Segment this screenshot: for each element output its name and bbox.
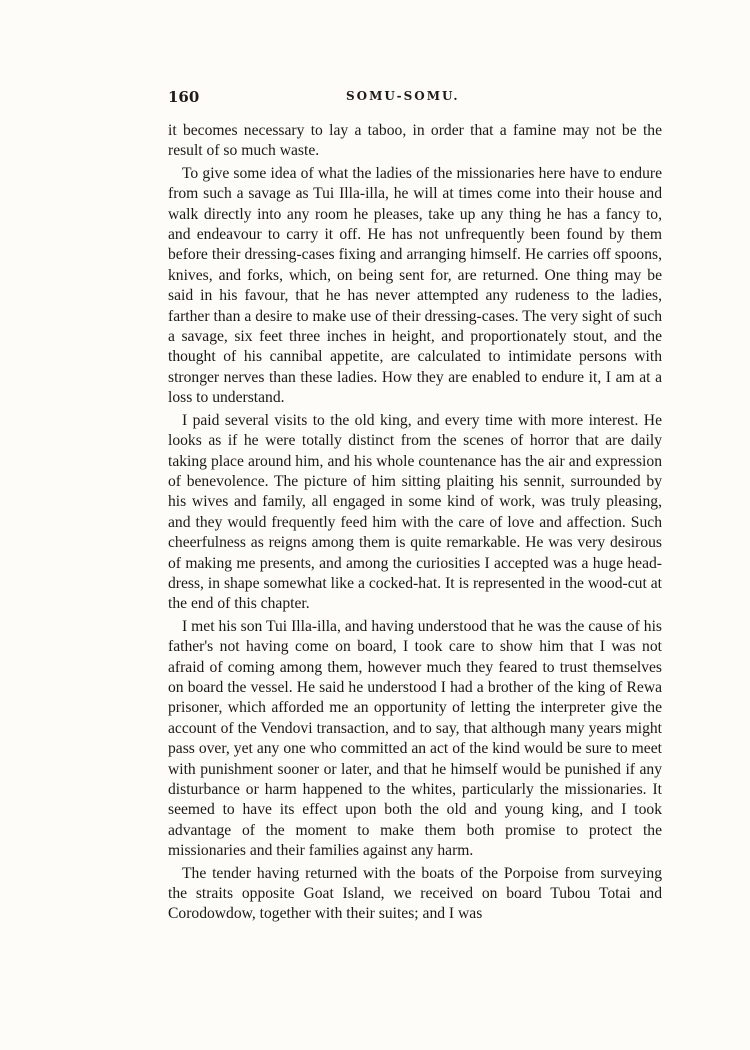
paragraph-son-tui-illa-illa: I met his son Tui Illa-illa, and having understood that he was the cause of his father's not having come on board, I took care to show him that I was not afraid of coming among them, however much they feared to trust themselves on board the vessel. He said he understood I had a brother of the king of Rewa prisoner, which afforded me an opportunity of letting the interpreter give the account of the Vendovi transaction, and to say, that although many years might pass over, yet any one who committed an act of the kind would be sure to meet with punishment sooner or later, and that he himself would be punished if any disturbance or harm happened to the whites, particularly the missionaries. It seemed to have its effect upon both the old and young king, and I took advantage of the moment to make them both promise to protect the missionaries and their families against any harm. [168, 617, 662, 860]
paragraph-ladies-of-missionaries: To give some idea of what the ladies of the missionaries here have to endure from such a savage as Tui Illa-illa, he will at times come into their house and walk directly into any room he pleases, take up any thing he has a fancy to, and endeavour to carry it off. He has not unfrequently been found by them before their dressing-cases fixing and arranging himself. He carries off spoons, knives, and forks, which, on being sent for, are returned. One thing may be said in his favour, that he has never attempted any rudeness to the ladies, farther than a desire to make use of their dressing-cases. The very sight of such a savage, six feet three inches in height, and proportionately stout, and the thought of his cannibal appetite, are calculated to intimidate persons with stronger nerves than these ladies. How they are enabled to endure it, I am at a loss to understand. [168, 164, 662, 407]
page-header [168, 88, 668, 110]
paragraph-visits-to-old-king: I paid several visits to the old king, and every time with more interest. He looks as if he were totally distinct from the scenes of horror that are daily taking place around him, and his whole countenance has the air and expression of benevolence. The picture of him sitting plaiting his sennit, surrounded by his wives and family, all engaged in some kind of work, was truly pleasing, and they would frequently feed him with the care of love and affection. Such cheerfulness as reigns among them is quite remarkable. He was very desirous of making me presents, and among the curiosities I accepted was a huge head-dress, in shape somewhat like a cocked-hat. It is represented in the wood-cut at the end of this chapter. [168, 411, 662, 613]
paragraph-continuation: it becomes necessary to lay a taboo, in order that a famine may not be the result of so much waste. [168, 122, 662, 160]
running-head: SOMU-SOMU. [346, 89, 460, 103]
page-number: 160 [168, 88, 200, 106]
paragraph-tender-returned: The tender having returned with the boats of the Porpoise from surveying the straits opposite Goat Island, we received on board Tubou Totai and Corodowdow, together with their suites; and I was [168, 864, 662, 923]
body-text [168, 121, 662, 925]
